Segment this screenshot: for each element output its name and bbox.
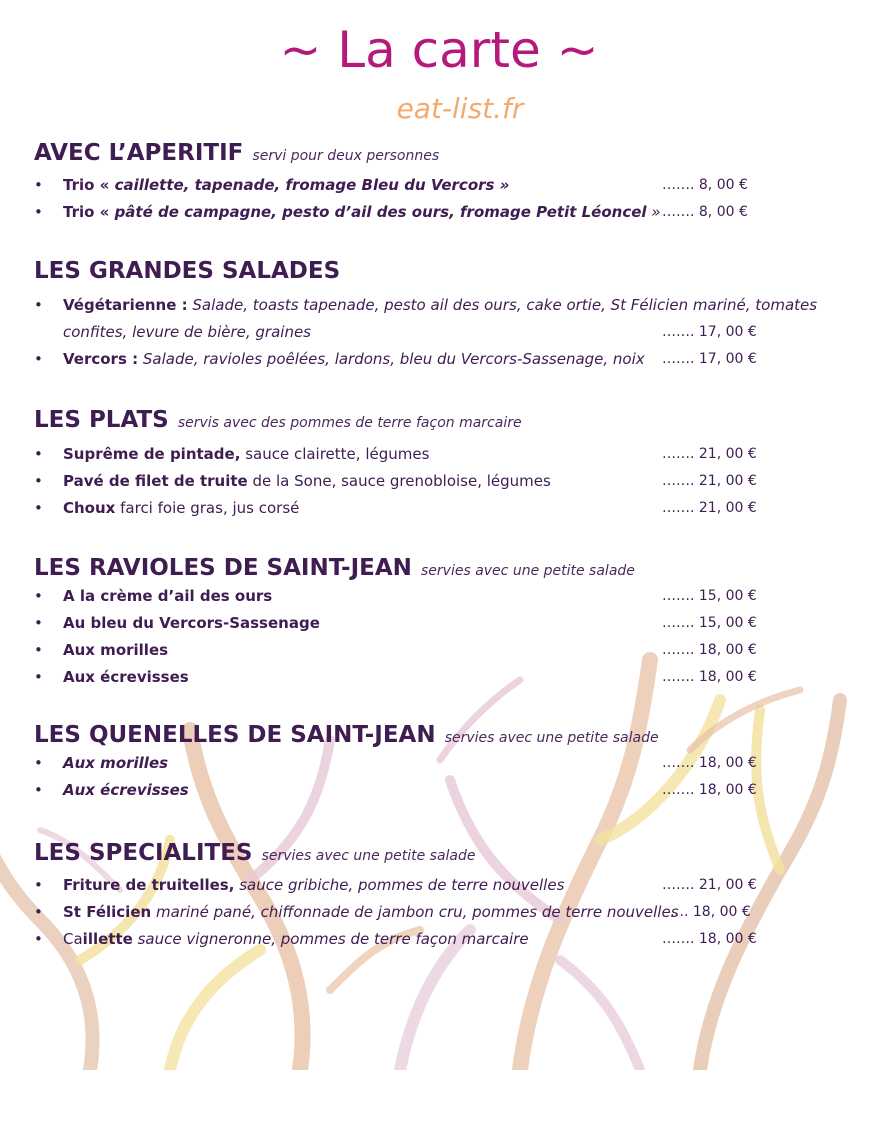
section-note: servies avec une petite salade <box>261 848 476 864</box>
section-aperitif <box>34 138 844 226</box>
bullet: • <box>34 641 43 659</box>
menu-item <box>34 346 844 373</box>
menu-item <box>34 468 844 495</box>
section-title: AVEC L’APERITIF <box>34 140 244 166</box>
menu-item <box>34 637 844 664</box>
item-name: Aux écrevisses <box>63 668 189 686</box>
bullet: • <box>34 445 43 463</box>
item-desc: sauce clairette, légumes <box>240 445 430 463</box>
item-name-italic: caillette, tapenade, fromage Bleu du Vercors » <box>114 176 510 194</box>
item-desc: sauce vigneronne, pommes de terre façon marcaire <box>132 930 529 948</box>
item-price: ……. 18, 00 € <box>662 669 757 685</box>
item-name: Choux <box>63 499 116 517</box>
bullet: • <box>34 176 43 194</box>
item-price: ……. 18, 00 € <box>662 782 757 798</box>
menu-item <box>34 926 844 953</box>
item-name: Aux écrevisses <box>63 781 189 799</box>
item-name: Végétarienne : <box>63 296 188 314</box>
section-heading <box>34 138 844 168</box>
menu-item <box>34 172 844 199</box>
item-price: ……. 15, 00 € <box>662 615 757 631</box>
menu-item <box>34 610 844 637</box>
menu-item <box>34 583 844 610</box>
bullet: • <box>34 876 43 894</box>
item-desc: mariné pané, chiffonnade de jambon cru, pommes de terre nouvelles <box>151 903 679 921</box>
bullet: • <box>34 781 43 799</box>
item-desc: Salade, ravioles poêlées, lardons, bleu du Vercors-Sassenage, noix <box>138 350 645 368</box>
section-ravioles <box>34 553 844 691</box>
item-name: Friture de truitelles, <box>63 876 235 894</box>
section-title: LES SPECIALITES <box>34 840 253 866</box>
item-price: ……. 17, 00 € <box>662 324 757 340</box>
menu-item <box>34 292 833 346</box>
section-title: LES GRANDES SALADES <box>34 258 341 284</box>
item-name-italic: pâté de campagne, pesto d’ail des ours, fromage Petit Léoncel <box>114 203 647 221</box>
item-name: Suprême de pintade, <box>63 445 241 463</box>
section-quenelles <box>34 720 844 804</box>
item-price: ……. 18, 00 € <box>662 931 757 947</box>
section-title: LES PLATS <box>34 407 169 433</box>
bullet: • <box>34 472 43 490</box>
section-specialites <box>34 838 844 953</box>
item-price: ……. 17, 00 € <box>662 351 757 367</box>
section-note: servies avec une petite salade <box>444 730 659 746</box>
bullet: • <box>34 499 43 517</box>
menu-item <box>34 199 844 226</box>
item-price: ……. 21, 00 € <box>662 500 757 516</box>
bullet: • <box>34 754 43 772</box>
item-price: ……. 8, 00 € <box>662 204 748 220</box>
section-heading <box>34 720 844 750</box>
menu-item <box>34 495 844 522</box>
section-title: LES RAVIOLES DE SAINT-JEAN <box>34 555 412 581</box>
section-plats <box>34 405 844 522</box>
section-note: servies avec une petite salade <box>421 563 635 579</box>
menu-item <box>34 441 844 468</box>
bullet: • <box>34 587 43 605</box>
bullet: • <box>34 296 43 314</box>
bullet: • <box>34 903 43 921</box>
item-name: Vercors : <box>63 350 139 368</box>
item-name: St Félicien <box>63 903 152 921</box>
bullet: • <box>34 614 43 632</box>
item-price: ……. 8, 00 € <box>662 177 748 193</box>
section-salades <box>34 256 844 373</box>
section-heading <box>34 553 844 583</box>
section-heading <box>34 256 844 286</box>
item-price: ……. 15, 00 € <box>662 588 757 604</box>
item-desc: » <box>646 203 661 221</box>
menu-item <box>34 777 844 804</box>
item-name: Ca <box>63 930 83 948</box>
menu-item <box>34 664 844 691</box>
item-name: Trio « <box>63 176 115 194</box>
item-name: Aux morilles <box>63 641 169 659</box>
item-desc: farci foie gras, jus corsé <box>115 499 300 517</box>
site-watermark: eat-list.fr <box>396 92 524 125</box>
bullet: • <box>34 350 43 368</box>
item-desc: sauce gribiche, pommes de terre nouvelles <box>234 876 565 894</box>
item-name: A la crème d’ail des ours <box>63 587 273 605</box>
item-price: …. 18, 00 € <box>670 904 751 920</box>
section-title: LES QUENELLES DE SAINT-JEAN <box>34 722 436 748</box>
item-price: ……. 18, 00 € <box>662 755 757 771</box>
item-price: ……. 21, 00 € <box>662 446 757 462</box>
item-name-bold: illette <box>82 930 133 948</box>
item-price: ……. 18, 00 € <box>662 642 757 658</box>
item-name: Au bleu du Vercors-Sassenage <box>63 614 320 632</box>
section-heading <box>34 838 844 868</box>
menu-title: ~ La carte ~ <box>279 21 599 79</box>
section-note: servi pour deux personnes <box>252 148 440 164</box>
item-desc: Salade, toasts tapenade, pesto ail des ours, cake ortie, St Félicien mariné, tomates confites, levure de bière, graines <box>63 296 818 341</box>
menu-item <box>34 872 844 899</box>
section-note: servis avec des pommes de terre façon marcaire <box>177 415 522 431</box>
bullet: • <box>34 930 43 948</box>
item-name: Trio « <box>63 203 115 221</box>
item-price: ……. 21, 00 € <box>662 877 757 893</box>
item-name: Pavé de filet de truite <box>63 472 248 490</box>
menu-item <box>34 899 844 926</box>
section-heading <box>34 405 844 435</box>
item-name: Aux morilles <box>63 754 169 772</box>
bullet: • <box>34 203 43 221</box>
item-desc: de la Sone, sauce grenobloise, légumes <box>247 472 551 490</box>
menu-item <box>34 750 844 777</box>
bullet: • <box>34 668 43 686</box>
item-price: ……. 21, 00 € <box>662 473 757 489</box>
